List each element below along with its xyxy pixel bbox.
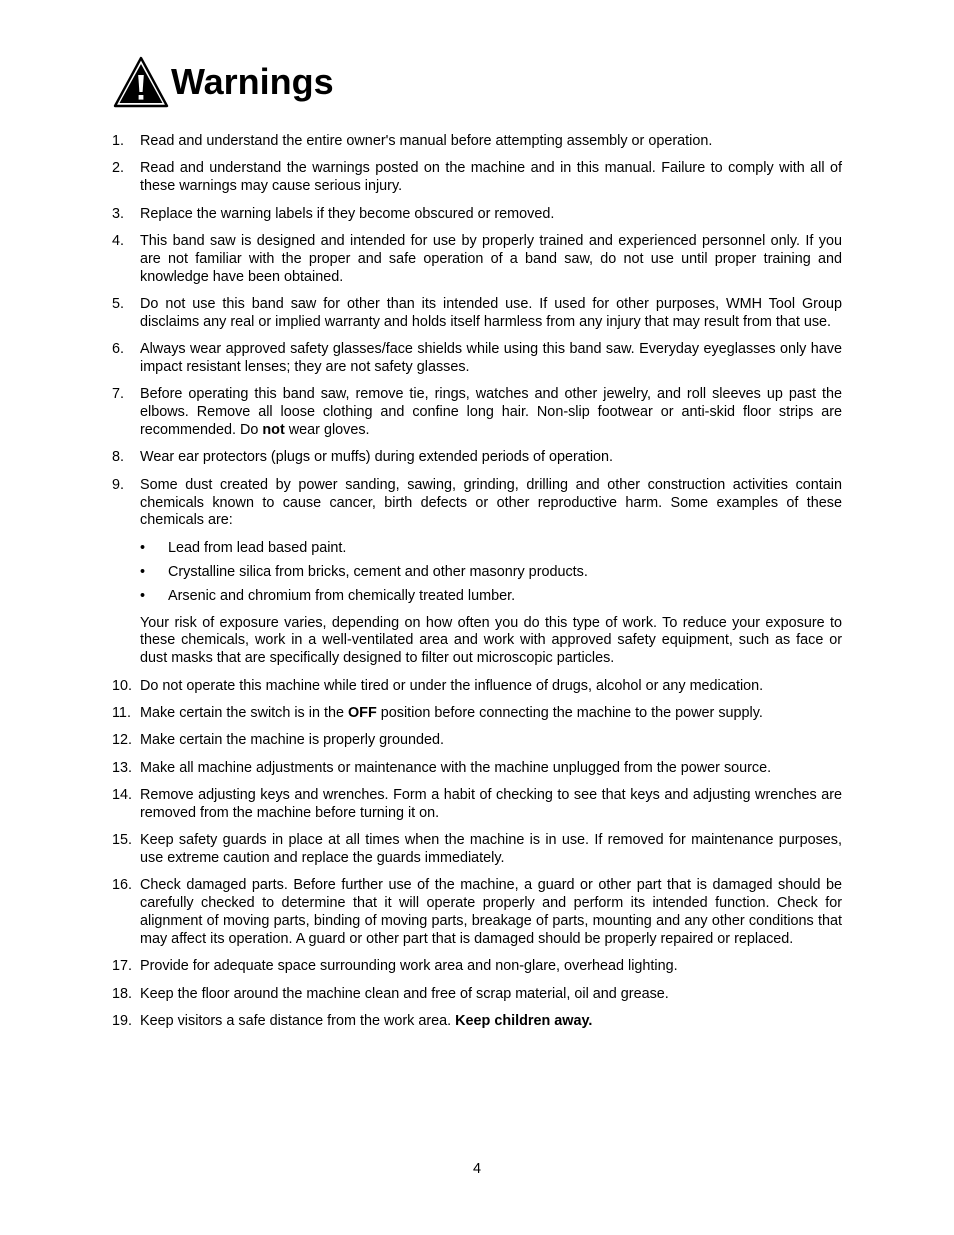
bullet-text: Lead from lead based paint. [168,539,347,556]
item-number: 4. [112,232,125,249]
warning-item [112,877,842,948]
warning-item [112,760,842,778]
item-text-post: position before connecting the machine to the power supply. [376,704,763,721]
item-text [140,705,842,723]
warning-item [112,206,842,224]
list-item [140,588,842,606]
item-text-pre: Keep visitors a safe distance from the work area. [140,1013,456,1030]
item-number: 19. [112,1013,133,1030]
bullet-text: Crystalline silica from bricks, cement and other masonry products. [168,563,588,580]
item-text: Keep the floor around the machine clean and free of scrap material, oil and grease. [140,985,669,1002]
item-text: Read and understand the entire owner's manual before attempting assembly or operation. [140,133,713,149]
item-text-bold: OFF [347,704,377,721]
list-item [140,540,842,558]
bullet-text: Arsenic and chromium from chemically treated lumber. [168,587,516,604]
item-number: 17. [112,958,133,975]
warning-item [112,233,842,286]
warning-item [112,449,842,467]
item-number: 1. [112,133,125,149]
list-item [140,564,842,582]
bullet-icon: • [140,587,146,604]
warning-item [112,705,842,723]
warning-item [112,296,842,332]
warnings-list [112,133,842,1040]
item-text: Always wear approved safety glasses/face shields while using this band saw. Everyday eyeglasses only have impact resistant lenses; they are not safety glasses. [140,341,842,375]
item-number: 10. [112,677,133,694]
item-text: Read and understand the warnings posted on the machine and in this manual. Failure to comply with all of these warnings may cause serious injury. [140,160,842,195]
item-text: Some dust created by power sanding, sawing, grinding, drilling and other construction activities contain chemicals known to cause cancer, birth defects or other reproductive harm. Some examples of these chemicals are: [140,476,842,529]
item-number: 16. [112,877,133,894]
warning-item [112,986,842,1004]
warning-item [112,477,842,668]
item-number: 9. [112,476,125,493]
warning-item [112,787,842,823]
item-text-post: wear gloves. [284,421,370,438]
item-text: Replace the warning labels if they become obscured or removed. [140,205,555,222]
warning-item [112,386,842,439]
item-number: 2. [112,160,125,177]
item-text: Do not use this band saw for other than its intended use. If used for other purposes, WMH Tool Group disclaims any real or implied warranty and holds itself harmless from any injury that may result from that use. [140,295,842,330]
warning-item [112,732,842,750]
item-number: 14. [112,787,133,804]
item-text: Wear ear protectors (plugs or muffs) during extended periods of operation. [140,449,614,466]
item-number: 7. [112,386,125,403]
warning-triangle-icon [113,56,169,108]
item-number: 18. [112,985,133,1002]
item-text [140,386,842,439]
item-number: 5. [112,295,125,312]
warning-item [112,958,842,976]
item-text: Do not operate this machine while tired or under the influence of drugs, alcohol or any medication. [140,677,764,694]
item-text: Keep safety guards in place at all times when the machine is in use. If removed for maintenance purposes, use extreme caution and replace the guards immediately. [140,832,842,867]
item-text: This band saw is designed and intended for use by properly trained and experienced personnel only. If you are not familiar with the proper and safe operation of a band saw, do not use until proper training and knowledge have been obtained. [140,232,842,285]
item-text: Provide for adequate space surrounding work area and non-glare, overhead lighting. [140,958,678,975]
item-number: 12. [112,732,133,749]
item-text [140,1013,842,1031]
item-text-pre: Make certain the switch is in the [140,704,348,721]
item-text: Check damaged parts. Before further use of the machine, a guard or other part that is damaged should be carefully checked to determine that it will operate properly and perform its intended function. Check for alignment of moving parts, binding of moving parts, breakage of parts, mounting and any other conditions that may affect its operation. A guard or other part that is damaged should be properly repaired or replaced. [140,877,842,947]
page-header [113,56,334,108]
item-text: Remove adjusting keys and wrenches. Form a habit of checking to see that keys and adjusting wrenches are removed from the machine before turning it on. [140,787,842,821]
item-paragraph: Your risk of exposure varies, depending on how often you do this type of work. To reduce your exposure to these chemicals, work in a well-ventilated area and work with approved safety equipment, such as face or dust masks that are specifically designed to filter out microscopic particles. [140,614,842,667]
page-number: 4 [472,1161,481,1177]
item-text: Make all machine adjustments or maintenance with the machine unplugged from the power source. [140,759,772,776]
item-text-pre: Before operating this band saw, remove tie, rings, watches and other jewelry, and roll sleeves up past the elbows. Remove all loose clothing and confine long hair. Non-slip footwear or anti-skid floor strips are recommended. Do [140,386,842,438]
chemical-examples-list [140,540,842,606]
bullet-icon: • [140,563,146,580]
item-text-bold: Keep children away. [455,1013,593,1030]
page-title: Warnings [171,61,334,102]
item-number: 15. [112,832,133,849]
warning-item [112,1013,842,1031]
warning-item [112,678,842,696]
item-number: 6. [112,341,125,358]
warning-item [112,341,842,377]
warning-item [112,160,842,196]
warning-item [112,832,842,868]
item-text-bold: not [262,421,285,438]
item-number: 13. [112,759,133,776]
item-number: 3. [112,205,125,222]
bullet-icon: • [140,539,146,556]
warning-item [112,133,842,151]
item-text: Make certain the machine is properly grounded. [140,732,444,749]
item-number: 11. [112,704,131,721]
item-number: 8. [112,449,125,466]
